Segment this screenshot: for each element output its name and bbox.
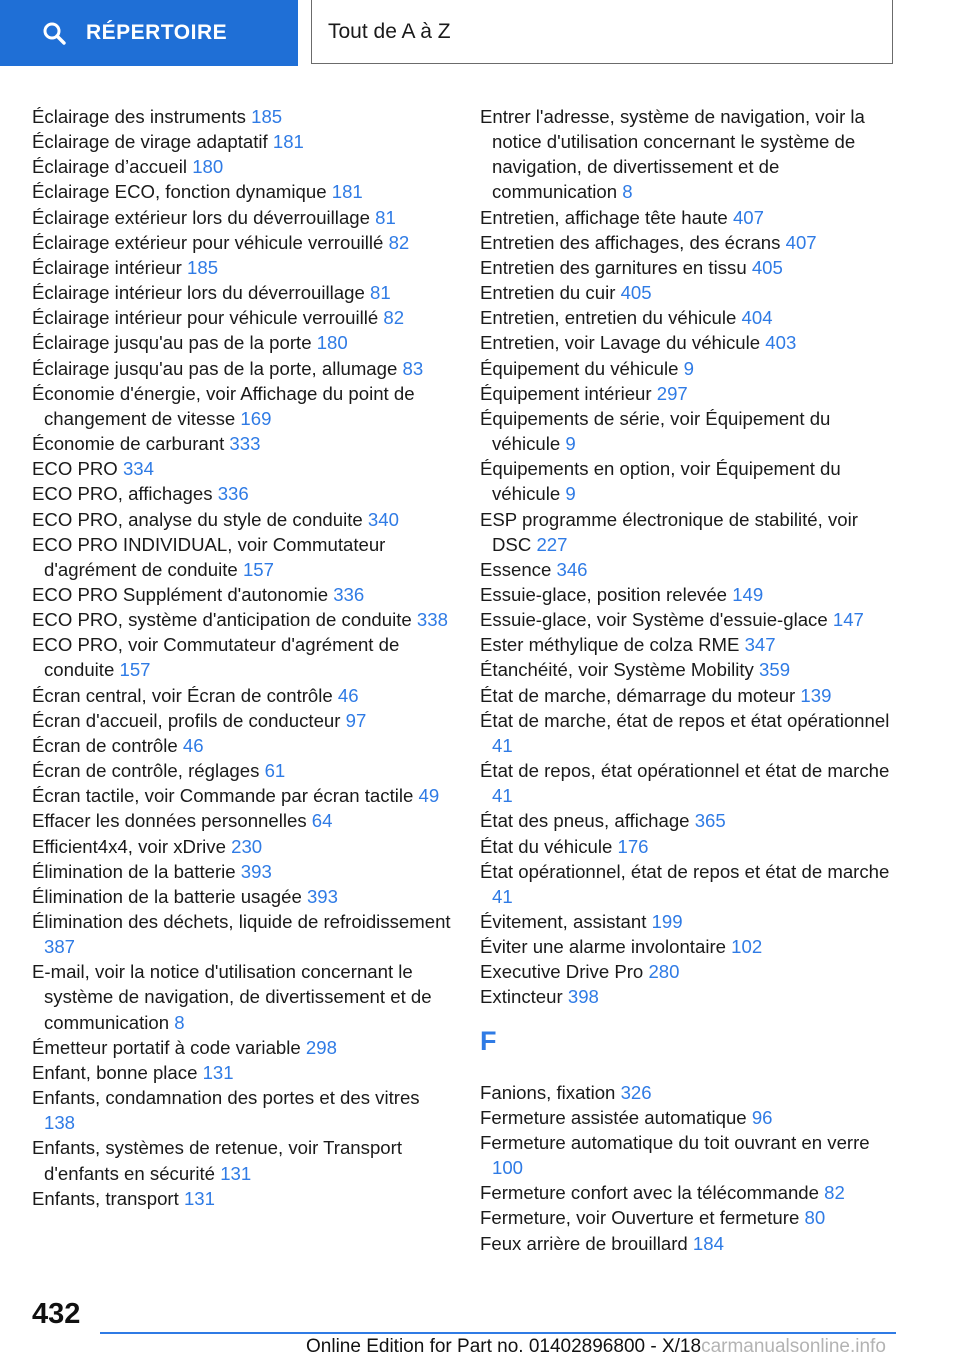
index-entry-text: Feux arrière de brouillard	[480, 1232, 688, 1254]
index-entry	[480, 305, 900, 330]
index-entry-text: Économie de carburant	[32, 433, 225, 455]
page-reference-link[interactable]: 405	[751, 256, 783, 278]
index-entry-text: Économie d'énergie, voir Affichage du point de changement de vitesse	[32, 382, 415, 429]
index-entry	[32, 456, 452, 481]
page-reference-link[interactable]: 230	[231, 835, 263, 857]
page-reference-link[interactable]: 334	[122, 458, 154, 480]
index-entry-text: Émetteur portatif à code variable	[32, 1036, 301, 1058]
index-entry	[32, 783, 452, 808]
index-entry	[480, 330, 900, 355]
page-reference-link[interactable]: 81	[369, 282, 391, 304]
tab-repertoire[interactable]	[0, 0, 298, 66]
index-entry-text: Élimination des déchets, liquide de refroidissement	[32, 911, 451, 932]
page-reference-link[interactable]: 131	[183, 1187, 215, 1209]
page-reference-link[interactable]: 336	[333, 583, 365, 605]
index-entry	[480, 1080, 900, 1105]
index-entry-text: Ester méthylique de colza RME	[480, 634, 740, 656]
index-entry	[32, 808, 452, 833]
index-entry-text: Éclairage intérieur	[32, 256, 182, 278]
page-reference-link[interactable]: 340	[367, 508, 399, 530]
index-entry-text: Entretien des affichages, des écrans	[480, 231, 781, 253]
page-reference-link[interactable]: 297	[656, 382, 688, 404]
page-reference-link[interactable]: 9	[565, 433, 576, 455]
index-entry	[480, 984, 900, 1009]
index-entry-text: Écran central, voir Écran de contrôle	[32, 684, 333, 706]
index-entry	[480, 909, 900, 934]
index-entry-text: Éclairage extérieur lors du déverrouillage	[32, 206, 370, 228]
page-reference-link[interactable]: 49	[418, 785, 440, 807]
index-entry	[32, 758, 452, 783]
page-reference-link[interactable]: 184	[692, 1232, 724, 1254]
page-reference-link[interactable]: 227	[536, 533, 568, 555]
index-entry-text: Essuie-glace, position relevée	[480, 583, 728, 605]
tab-repertoire-label: RÉPERTOIRE	[86, 21, 228, 44]
index-entry	[32, 834, 452, 859]
index-entry	[480, 104, 900, 205]
index-entry	[32, 582, 452, 607]
page-reference-link[interactable]: 333	[229, 433, 261, 455]
index-entry-text: Éclairage jusqu'au pas de la porte	[32, 332, 312, 354]
index-entry	[480, 406, 900, 456]
tab-a-to-z[interactable]	[311, 0, 893, 64]
index-entry	[480, 1205, 900, 1230]
footer-edition	[306, 1336, 886, 1358]
index-entry-text: Entretien des garnitures en tissu	[480, 256, 747, 278]
index-entry-text: État du véhicule	[480, 835, 613, 857]
index-entry	[480, 582, 900, 607]
index-entry	[32, 1135, 452, 1185]
index-entry	[480, 632, 900, 657]
page-reference-link[interactable]: 169	[240, 407, 272, 429]
index-entry	[480, 280, 900, 305]
index-entry-text: Éclairage intérieur pour véhicule verrouillé	[32, 307, 379, 329]
index-entry	[32, 381, 452, 431]
index-entry-text: Enfants, condamnation des portes et des vitres	[32, 1087, 420, 1109]
page-reference-link[interactable]: 82	[388, 231, 410, 253]
index-entry	[32, 431, 452, 456]
index-entry-text: ECO PRO, voir Commutateur d'agrément de conduite	[32, 634, 400, 681]
index-entry	[32, 733, 452, 758]
index-entry	[32, 632, 452, 682]
page-reference-link[interactable]: 64	[311, 810, 333, 832]
page-reference-link[interactable]: 41	[492, 734, 513, 756]
index-entry	[480, 1231, 900, 1256]
page-reference-link[interactable]: 97	[345, 709, 367, 731]
page-reference-link[interactable]: 9	[683, 357, 694, 379]
page-reference-link[interactable]: 181	[272, 131, 304, 153]
index-entry-text: Efficient4x4, voir xDrive	[32, 835, 226, 857]
index-entry	[480, 356, 900, 381]
index-entry-text: Élimination de la batterie usagée	[32, 885, 302, 907]
index-entry-text: État des pneus, affichage	[480, 810, 690, 832]
page-reference-link[interactable]: 82	[383, 307, 405, 329]
page-reference-link[interactable]: 176	[617, 835, 649, 857]
page-reference-link[interactable]: 405	[620, 282, 652, 304]
index-entry-text: ECO PRO INDIVIDUAL, voir Commutateur d'agrément de conduite	[32, 533, 386, 580]
index-entry-text: ECO PRO, analyse du style de conduite	[32, 508, 363, 530]
index-entry-text: Entretien du cuir	[480, 282, 616, 304]
page-reference-link[interactable]: 81	[375, 206, 396, 228]
index-entry-text: Fermeture confort avec la télécommande	[480, 1182, 819, 1204]
index-entry	[480, 708, 900, 758]
page-reference-link[interactable]: 41	[492, 885, 513, 907]
index-entry	[480, 834, 900, 859]
index-entry	[32, 532, 452, 582]
page-reference-link[interactable]: 185	[187, 256, 219, 278]
index-entry	[32, 154, 452, 179]
index-entry	[480, 859, 900, 909]
index-entry-text: Éclairage extérieur pour véhicule verrouillé	[32, 231, 384, 253]
page-number: 432	[32, 1298, 81, 1330]
index-entry	[480, 557, 900, 582]
page-reference-link[interactable]: 96	[751, 1106, 773, 1128]
index-entry-text: ECO PRO, système d'anticipation de conduite	[32, 609, 412, 631]
page-reference-link[interactable]: 280	[648, 961, 680, 983]
page-reference-link[interactable]: 147	[832, 609, 864, 631]
index-entry	[32, 205, 452, 230]
index-entry-text: Entretien, affichage tête haute	[480, 206, 728, 228]
index-entry-text: Enfant, bonne place	[32, 1061, 198, 1083]
index-section-e	[480, 104, 900, 1010]
search-icon	[42, 21, 66, 45]
index-entry-text: Élimination de la batterie	[32, 860, 236, 882]
index-entry-text: Équipement du véhicule	[480, 357, 679, 379]
index-entry-text: Équipements en option, voir Équipement du véhicule	[480, 458, 841, 505]
index-entry	[480, 205, 900, 230]
index-entry-text: Essuie-glace, voir Système d'essuie-glace	[480, 609, 828, 631]
index-entry-text: État opérationnel, état de repos et état de marche	[480, 860, 890, 882]
page-reference-link[interactable]: 82	[824, 1182, 845, 1204]
index-entry	[480, 381, 900, 406]
page-reference-link[interactable]: 365	[694, 810, 726, 832]
index-entry-text: ECO PRO	[32, 458, 118, 480]
index-entry-text: Executive Drive Pro	[480, 961, 644, 983]
page-reference-link[interactable]: 393	[306, 885, 338, 907]
index-entry	[32, 859, 452, 884]
page-reference-link[interactable]: 9	[565, 483, 576, 505]
index-entry	[32, 129, 452, 154]
index-entry	[480, 1180, 900, 1205]
index-entry	[480, 255, 900, 280]
index-entry-text: Éclairage de virage adaptatif	[32, 131, 268, 153]
page-reference-link[interactable]: 403	[765, 332, 797, 354]
index-entry	[32, 1186, 452, 1211]
index-entry-text: Écran de contrôle	[32, 734, 178, 756]
index-entry-text: Équipement intérieur	[480, 382, 652, 404]
index-entry-text: ECO PRO, affichages	[32, 483, 213, 505]
page-reference-link[interactable]: 181	[331, 181, 363, 203]
index-column-left	[32, 104, 452, 1211]
index-entry	[480, 607, 900, 632]
index-entry-text: État de marche, état de repos et état opérationnel	[480, 709, 890, 731]
page-reference-link[interactable]: 100	[492, 1157, 524, 1179]
page-reference-link[interactable]: 46	[182, 734, 204, 756]
index-entry	[32, 330, 452, 355]
index-entry	[32, 481, 452, 506]
page-reference-link[interactable]: 180	[192, 156, 224, 178]
page-reference-link[interactable]: 149	[732, 583, 764, 605]
index-entry	[32, 909, 452, 959]
page-reference-link[interactable]: 131	[220, 1162, 252, 1184]
index-entry	[32, 104, 452, 129]
index-entry-text: Évitement, assistant	[480, 911, 647, 932]
page-reference-link[interactable]: 346	[556, 558, 588, 580]
index-entry	[32, 1085, 452, 1135]
footer-divider	[100, 1332, 896, 1334]
index-entry-text: Fermeture automatique du toit ouvrant en verre	[480, 1131, 870, 1153]
index-entry	[32, 959, 452, 1034]
index-entry-text: Enfants, transport	[32, 1187, 179, 1209]
page-reference-link[interactable]: 139	[800, 684, 832, 706]
index-entry	[32, 280, 452, 305]
index-entry	[32, 179, 452, 204]
index-entry	[32, 305, 452, 330]
index-entry-text: Fermeture assistée automatique	[480, 1106, 747, 1128]
index-entry	[32, 255, 452, 280]
tab-a-to-z-label: Tout de A à Z	[328, 19, 451, 43]
index-entry	[32, 708, 452, 733]
index-entry-text: ECO PRO Supplément d'autonomie	[32, 583, 329, 605]
index-entry	[480, 1105, 900, 1130]
footer-edition-text: Online Edition for Part no. 01402896800 - X/18	[306, 1336, 702, 1357]
index-entry-text: Éclairage intérieur lors du déverrouillage	[32, 282, 365, 304]
index-entry-text: ESP programme électronique de stabilité, voir DSC	[480, 508, 858, 555]
page-reference-link[interactable]: 359	[759, 659, 791, 681]
page-reference-link[interactable]: 404	[741, 307, 773, 329]
index-entry-text: Essence	[480, 558, 552, 580]
index-entry	[480, 230, 900, 255]
index-entry	[480, 657, 900, 682]
index-entry-text: Fermeture, voir Ouverture et fermeture	[480, 1207, 800, 1229]
page-reference-link[interactable]: 407	[732, 206, 764, 228]
index-section-f	[480, 1080, 900, 1256]
index-entry-text: Fanions, fixation	[480, 1081, 616, 1103]
index-entry-text: Éclairage des instruments	[32, 106, 246, 127]
page-reference-link[interactable]: 393	[240, 860, 272, 882]
index-entry	[480, 683, 900, 708]
index-column-right	[480, 104, 900, 1256]
index-entry-text: Entretien, entretien du véhicule	[480, 307, 737, 329]
index-entry-text: Écran d'accueil, profils de conducteur	[32, 709, 341, 731]
index-entry-text: Étanchéité, voir Système Mobility	[480, 659, 754, 681]
page-reference-link[interactable]: 398	[567, 986, 599, 1008]
index-entry-text: Éclairage ECO, fonction dynamique	[32, 181, 327, 203]
index-entry-text: Enfants, systèmes de retenue, voir Transport d'enfants en sécurité	[32, 1137, 402, 1184]
page-reference-link[interactable]: 61	[264, 760, 286, 782]
index-entry	[480, 758, 900, 808]
index-entry-text: Équipements de série, voir Équipement du véhicule	[480, 407, 831, 455]
index-entry	[32, 683, 452, 708]
index-entry	[480, 507, 900, 557]
index-entry-text: Éviter une alarme involontaire	[480, 936, 726, 958]
index-entry	[480, 1130, 900, 1180]
index-entry	[32, 1035, 452, 1060]
index-entry	[480, 959, 900, 984]
page-reference-link[interactable]: 157	[119, 659, 151, 681]
page-reference-link[interactable]: 298	[305, 1036, 337, 1058]
page-reference-link[interactable]: 157	[242, 558, 274, 580]
watermark: carmanualsonline.info	[701, 1336, 886, 1357]
page-reference-link[interactable]: 199	[651, 911, 683, 932]
index-entry	[480, 808, 900, 833]
index-entry-text: Écran de contrôle, réglages	[32, 760, 260, 782]
page-reference-link[interactable]: 80	[804, 1207, 826, 1229]
index-entry	[32, 884, 452, 909]
page-reference-link[interactable]: 387	[44, 936, 76, 958]
index-entry	[480, 934, 900, 959]
index-entry-text: Éclairage d’accueil	[32, 156, 188, 178]
index-entry	[32, 507, 452, 532]
index-entry	[32, 230, 452, 255]
index-entry-text: Éclairage jusqu'au pas de la porte, allumage	[32, 357, 398, 379]
page-reference-link[interactable]: 41	[492, 785, 513, 807]
page-reference-link[interactable]: 138	[44, 1112, 76, 1134]
page-reference-link[interactable]: 407	[785, 231, 817, 253]
page-reference-link[interactable]: 131	[202, 1061, 234, 1083]
index-entry-text: E-mail, voir la notice d'utilisation concernant le système de navigation, de divertissement et de communication	[32, 961, 432, 1033]
index-entry	[32, 1060, 452, 1085]
index-entry-text: Extincteur	[480, 986, 563, 1008]
page-reference-link[interactable]: 102	[731, 936, 763, 958]
index-entry	[480, 456, 900, 506]
page-reference-link[interactable]: 8	[174, 1011, 185, 1033]
index-entry-text: État de marche, démarrage du moteur	[480, 684, 796, 706]
page-reference-link[interactable]: 185	[251, 106, 283, 127]
index-entry	[32, 607, 452, 632]
page-reference-link[interactable]: 336	[217, 483, 249, 505]
index-entry-text: Entrer l'adresse, système de navigation, voir la notice d'utilisation concernant le système de navigation, de divertissement et de communication	[480, 106, 865, 203]
page-reference-link[interactable]: 180	[316, 332, 348, 354]
section-letter-f: F	[480, 1025, 497, 1056]
index-entry-text: État de repos, état opérationnel et état de marche	[480, 760, 890, 782]
page-reference-link[interactable]: 338	[416, 609, 448, 631]
page-reference-link[interactable]: 46	[337, 684, 359, 706]
index-entry-text: Écran tactile, voir Commande par écran tactile	[32, 785, 414, 807]
page-reference-link[interactable]: 8	[622, 181, 633, 203]
page-reference-link[interactable]: 347	[744, 634, 776, 656]
page-reference-link[interactable]: 83	[402, 357, 424, 379]
index-entry-text: Entretien, voir Lavage du véhicule	[480, 332, 761, 354]
page-reference-link[interactable]: 326	[620, 1081, 652, 1103]
index-entry	[32, 356, 452, 381]
index-entry-text: Effacer les données personnelles	[32, 810, 307, 832]
